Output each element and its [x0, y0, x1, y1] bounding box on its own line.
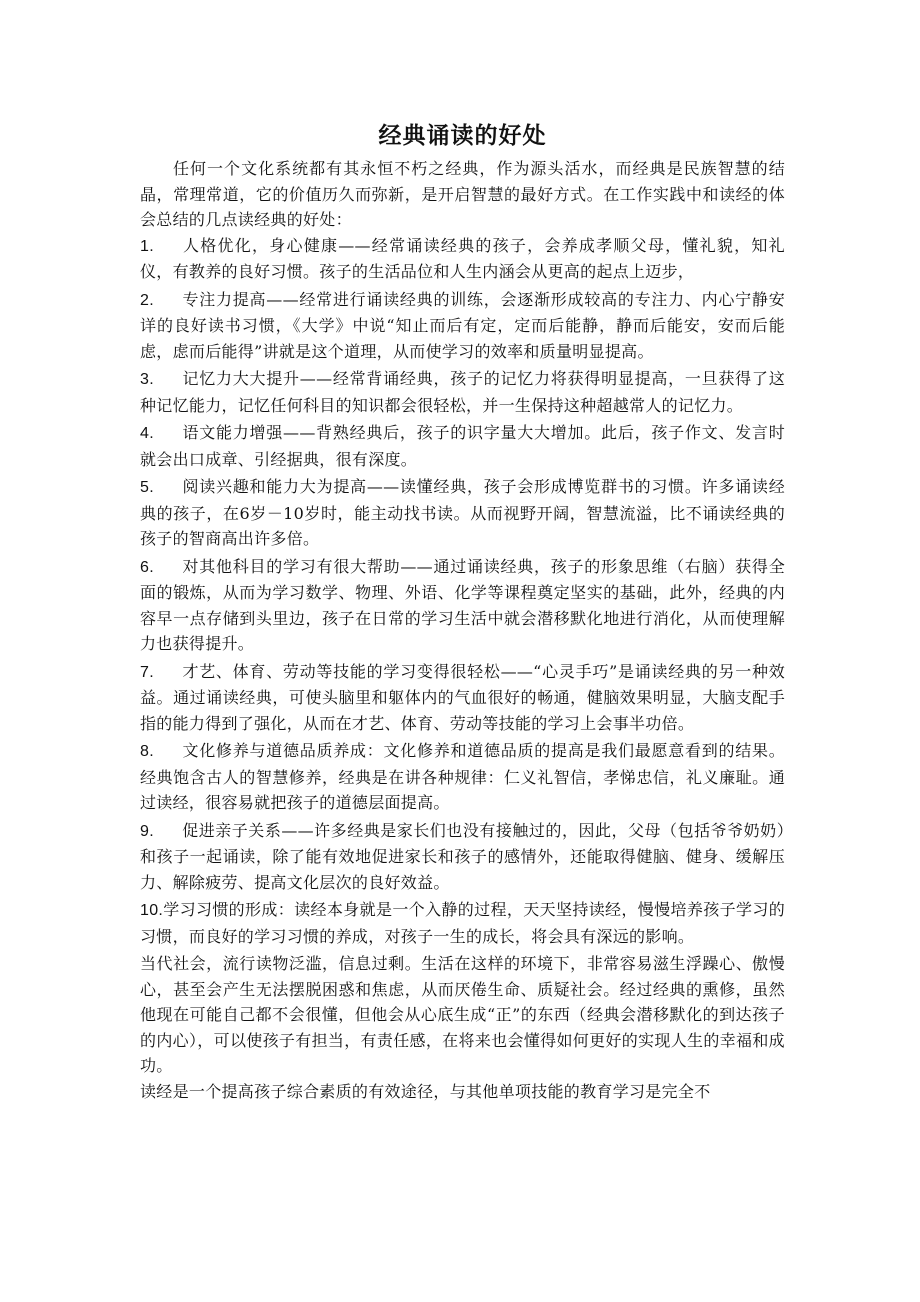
list-item: [140, 233, 785, 285]
item-text: 促进亲子关系——许多经典是家长们也没有接触过的，因此，父母（包括爷爷奶奶）和孩子一起诵读，除了能有效地促进家长和孩子的感情外，还能取得健脑、健身、缓解压力、解除疲劳、提高文化层次的良好效益。: [140, 820, 785, 892]
item-text: 人格优化，身心健康——经常诵读经典的孩子，会养成孝顺父母，懂礼貌，知礼仪，有教养的良好习惯。孩子的生活品位和人生内涵会从更高的起点上迈步，: [140, 235, 785, 281]
benefits-list: [140, 233, 785, 950]
item-text: 记忆力大大提升——经常背诵经典，孩子的记忆力将获得明显提高，一旦获得了这种记忆能力，记忆任何科目的知识都会很轻松，并一生保持这种超越常人的记忆力。: [140, 369, 785, 415]
closing-paragraph: 当代社会，流行读物泛滥，信息过剩。生活在这样的环境下，非常容易滋生浮躁心、傲慢心，甚至会产生无法摆脱困惑和焦虑，从而厌倦生命、质疑社会。经过经典的熏修，虽然他现在可能自己都不会很懂，但他会从心底生成“正”的东西（经典会潜移默化的到达孩子的内心），可以使孩子有担当，有责任感，在将来也会懂得如何更好的实现人生的幸福和成功。: [140, 954, 785, 1075]
closing-paragraph-continued: 读经是一个提高孩子综合素质的有效途径，与其他单项技能的教育学习是完全不: [140, 1081, 711, 1101]
item-text: 才艺、体育、劳动等技能的学习变得很轻松——“心灵手巧”是诵读经典的另一种效益。通过诵读经典，可使头脑里和躯体内的气血很好的畅通，健脑效果明显，大脑支配手指的能力得到了强化，从而在才艺、体育、劳动等技能的学习上会事半功倍。: [140, 661, 785, 733]
item-text: 语文能力增强——背熟经典后，孩子的识字量大大增加。此后，孩子作文、发言时就会出口成章、引经据典，很有深度。: [140, 423, 785, 469]
item-number: 10.: [140, 902, 164, 919]
item-number: 1.: [140, 237, 154, 255]
list-item: [140, 738, 785, 816]
item-text: 专注力提高——经常进行诵读经典的训练，会逐渐形成较高的专注力、内心宁静安详的良好读书习惯，《大学》中说“知止而后有定，定而后能静，静而后能安，安而后能虑，虑而后能得”讲就是这个道理，从而使学习的效率和质量明显提高。: [140, 289, 785, 361]
list-item: [140, 818, 785, 896]
item-number: 7.: [140, 663, 154, 681]
list-item: [140, 366, 785, 418]
item-text: 阅读兴趣和能力大为提高——读懂经典，孩子会形成博览群书的习惯。许多诵读经典的孩子，在6岁－10岁时，能主动找书读。从而视野开阔，智慧流溢，比不诵读经典的孩子的智商高出许多倍。: [140, 477, 785, 548]
list-item: [140, 659, 785, 737]
item-text: 文化修养与道德品质养成：文化修养和道德品质的提高是我们最愿意看到的结果。经典饱含古人的智慧修养，经典是在讲各种规律：仁义礼智信，孝悌忠信，礼义廉耻。通过读经，很容易就把孩子的道德层面提高。: [140, 741, 785, 812]
item-number: 5.: [140, 479, 154, 496]
item-number: 2.: [140, 291, 154, 309]
list-item: [140, 287, 785, 365]
list-item: [140, 420, 785, 472]
item-number: 6.: [140, 558, 154, 576]
list-item: [140, 554, 785, 657]
list-item: [140, 897, 785, 949]
document-title: 经典诵读的好处: [378, 122, 547, 149]
item-number: 4.: [140, 425, 154, 442]
item-number: 3.: [140, 371, 154, 388]
intro-paragraph: 任何一个文化系统都有其永恒不朽之经典，作为源头活水，而经典是民族智慧的结晶，常理常道，它的价值历久而弥新，是开启智慧的最好方式。在工作实践中和读经的体会总结的几点读经典的好处：: [140, 159, 785, 229]
item-number: 8.: [140, 743, 154, 760]
item-text: 对其他科目的学习有很大帮助——通过诵读经典，孩子的形象思维（右脑）获得全面的锻炼，从而为学习数学、物理、外语、化学等课程奠定坚实的基础，此外，经典的内容早一点存储到头里边，孩子在日常的学习生活中就会潜移默化地进行消化，从而使理解力也获得提升。: [140, 556, 785, 653]
item-text: 学习习惯的形成：读经本身就是一个入静的过程，天天坚持读经，慢慢培养孩子学习的习惯，而良好的学习习惯的养成，对孩子一生的成长，将会具有深远的影响。: [140, 900, 785, 946]
list-item: [140, 474, 785, 552]
document-page: [140, 118, 785, 1104]
item-number: 9.: [140, 822, 154, 840]
